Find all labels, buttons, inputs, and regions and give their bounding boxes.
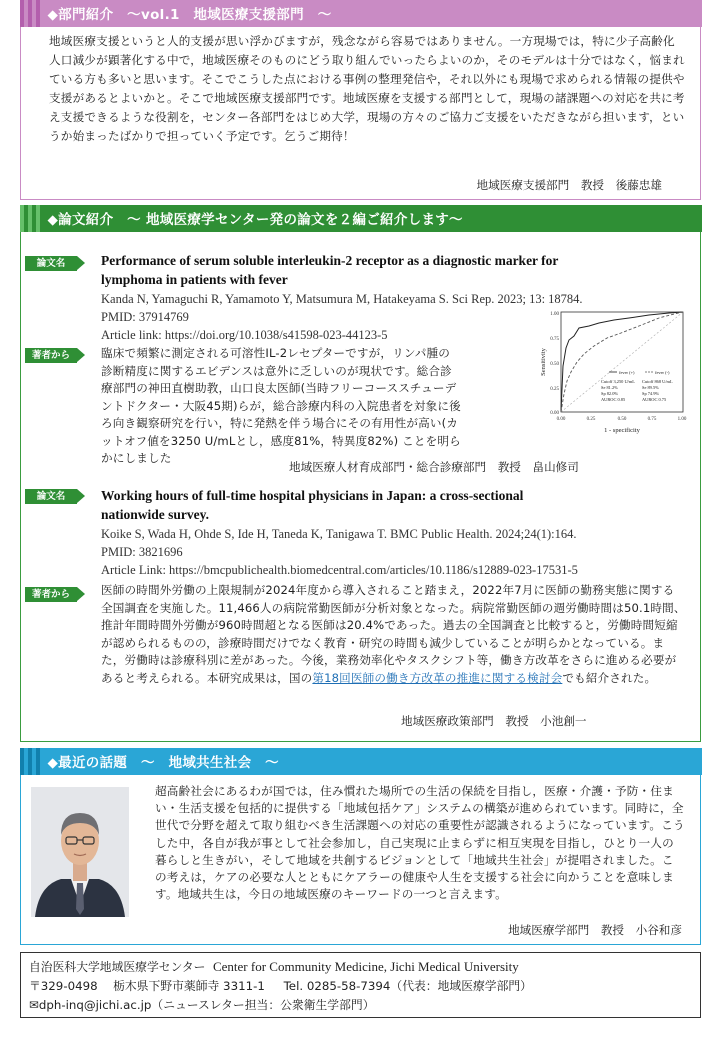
roc-xtick: 0.25 <box>586 417 596 422</box>
paper1-pmid: PMID: 37914769 <box>101 310 189 324</box>
author-portrait <box>31 787 129 917</box>
author-comment-tag: 著者から <box>25 348 77 363</box>
footer-tel: Tel. 0285-58-7394（代表：地域医療学部門） <box>283 979 532 993</box>
paper2-link[interactable]: Article Link: https://bmcpublichealth.biomedcentral.com/articles/10.1186/s12889-023-17531-5 <box>101 563 578 577</box>
paper2-comment-text: 医師の時間外労働の上限規制が2024年度から導入されること踏まえ，2022年7月に医師の勤務実態に関する全国調査を実施した。11,466人の病院常勤医師が分析対象となった。病院常勤医師の週労働時間は50.1時間、推計年間時間外労働が960時間超となる医師は20.4%であった。過去の全国調査と比較すると，労働時間短縮が認められるものの，診療時間だけでなく教育・研究の時間も減少していることが明らかとなっている。また，労働時は診療科別に差があった。今後，業務効率化やタスクシフト等，働き方改革をさらに進める必要があると考えられる。本研究成果は，国の <box>101 583 686 685</box>
paper2-citation: Koike S, Wada H, Ohde S, Ide H, Taneda K, Tanigawa T. BMC Public Health. 2024;24(1):164. <box>101 527 577 541</box>
review-meeting-link[interactable]: 第18回医師の働き方改革の推進に関する検討会 <box>312 670 563 685</box>
roc-ylabel: Sensitivity <box>540 348 547 376</box>
paper-intro-section <box>20 205 701 742</box>
footer-org-ja: 自治医科大学地域医療学センター <box>29 960 206 974</box>
paper1-title-line1: Performance of serum soluble interleukin-2 receptor as a diagnostic marker for <box>101 253 559 268</box>
paper1-title-line2: lymphoma in patients with fever <box>101 272 288 287</box>
paper2-author-comment <box>101 582 686 687</box>
paper2-signature: 地域医療政策部門 教授 小池創一 <box>401 714 587 728</box>
paper-title-tag: 論文名 <box>25 256 77 271</box>
paper1-meta <box>101 290 583 344</box>
recent-topic-title: ◆最近の話題 ～ 地域共生社会 ～ <box>47 755 279 771</box>
recent-topic-signature: 地域医療学部門 教授 小谷和彦 <box>508 923 682 937</box>
paper1-signature: 地域医療人材育成部門・総合診療部門 教授 畠山修司 <box>289 460 579 474</box>
recent-topic-header <box>20 748 702 775</box>
footer-org-line <box>29 957 692 977</box>
roc-stat-left: AUROC 0.85 <box>601 397 626 402</box>
roc-ytick: 0.50 <box>550 362 559 367</box>
department-intro-section <box>20 0 701 200</box>
roc-ytick: 1.00 <box>550 312 559 317</box>
roc-ytick: 0.00 <box>550 411 559 416</box>
header-stripes <box>20 0 40 27</box>
roc-legend-fever-negative: fever (-) <box>655 370 670 375</box>
roc-stat-right: Sp 74.9% <box>642 391 660 396</box>
paper-intro-title: ◆論文紹介 ～ 地域医療学センター発の論文を２編ご紹介します～ <box>47 212 463 228</box>
paper1-citation: Kanda N, Yamaguchi R, Yamamoto Y, Matsumura M, Hatakeyama S. Sci Rep. 2023; 13: 18784. <box>101 292 583 306</box>
paper2-title-line1: Working hours of full-time hospital physicians in Japan: a cross-sectional <box>101 488 524 503</box>
footer-address-line <box>29 977 692 996</box>
roc-ytick: 0.75 <box>550 337 559 342</box>
department-intro-title: ◆部門紹介 ～vol.1 地域医療支援部門 ～ <box>47 7 332 23</box>
roc-xtick: 0.00 <box>556 417 566 422</box>
portrait-illustration <box>31 787 129 917</box>
paper1-title <box>101 251 558 289</box>
roc-xtick: 1.00 <box>677 417 687 422</box>
roc-stat-left: Cutoff 3,250 U/mL <box>601 379 635 384</box>
paper2-comment-tail: でも紹介された。 <box>562 670 657 685</box>
footer-org-en: Center for Community Medicine, Jichi Medical University <box>212 959 519 974</box>
header-stripes <box>20 748 40 775</box>
footer-address: 〒329-0498 栃木県下野市薬師寺 3311-1 <box>29 979 265 993</box>
roc-legend-fever-positive: fever (+) <box>619 370 635 375</box>
paper1-author-comment: 臨床で頻繁に測定される可溶性IL-2レセプターですが，リンパ腫の診断精度に関するエビデンスは意外に乏しいのが現状です。総合診療部門の神田直樹助教，山口良太医師(当時フリーコーススチューデントドクター・大阪45期)らが，総合診療内科の入院患者を対象に後ろ向き観察研究を行い，特に発熱を伴う場合にその有用性が高い(カットオフ値を3250 U/mLとし，感度81%，特異度82%) ことを明らかにしました <box>101 346 461 465</box>
recent-topic-body: 超高齢社会にあるわが国では，住み慣れた場所での生活の保続を目指し，医療・介護・予防・住まい・生活支援を包括的に提供する「地域包括ケア」システムの構築が進められています。同時に，全世代で分野を超えて取り組むべき生活課題への対応の重要性が認識されるようになっています。こうした中，各自が我が事として社会参加し，自己実現に止まらずに相互実現を目指し，ひとり一人の暮らしと生きがい，そして地域を共創するビジョンとして「地域共生社会」が提唱されました。この考えは，ケアの必要な人とともにケアラーの健康や人生を支援する社会に向かうことを意味します。地域共生は，今日の地域医療のキーワードの一つと言えます。 <box>155 784 685 902</box>
paper-title-tag: 論文名 <box>25 489 77 504</box>
paper2-title-line2: nationwide survey. <box>101 507 210 522</box>
recent-topic-section <box>20 748 701 945</box>
paper2-title <box>101 486 523 524</box>
roc-xlabel: 1 - specificity <box>604 427 640 434</box>
roc-curve-figure <box>539 306 689 441</box>
paper-intro-header <box>20 205 702 232</box>
roc-stat-right: Cutoff 868 U/mL <box>642 379 673 384</box>
roc-curve-svg <box>539 306 689 441</box>
roc-stat-right: AUROC 0.75 <box>642 397 667 402</box>
department-intro-signature: 地域医療支援部門 教授 後藤忠雄 <box>476 178 662 192</box>
department-intro-header <box>20 0 702 27</box>
paper1-link[interactable]: Article link: https://doi.org/10.1038/s41598-023-44123-5 <box>101 328 388 342</box>
roc-stat-left: Sp 82.0% <box>601 391 619 396</box>
roc-ytick: 0.25 <box>550 387 559 392</box>
contact-footer <box>20 952 701 1018</box>
roc-xtick: 0.50 <box>617 417 627 422</box>
roc-stat-left: Se 81.2% <box>601 385 618 390</box>
header-stripes <box>20 205 40 232</box>
paper2-meta <box>101 525 578 579</box>
department-intro-body: 地域医療支援というと人的支援が思い浮かびますが，残念ながら容易ではありません。一方現場では，特に少子高齢化人口減少が顕著化する中で，地域医療そのものにどう取り組んでいったらよいのか，そのモデルは十分ではなく，悩まれている方も多いと思います。そこでこうした点における事例の整理発信や，それ以外にも現場で求められる情報の提供や支援があるとよいかと。そこで地域医療支援部門です。地域医療を支援する部門として，現場の諸課題への対応を共に考え支援できるような役割を，センター各部門をはじめ大学，現場の方々のご協力ご支援をいただきながら担います，というか始まったばかりで担っていく予定です。乞うご期待！ <box>49 33 685 143</box>
author-comment-tag: 著者から <box>25 587 77 602</box>
footer-email[interactable]: ✉dph-inq@jichi.ac.jp（ニュースレター担当：公衆衛生学部門） <box>29 998 375 1012</box>
roc-xtick: 0.75 <box>647 417 657 422</box>
paper2-pmid: PMID: 3821696 <box>101 545 183 559</box>
roc-stat-right: Se 89.5% <box>642 385 659 390</box>
